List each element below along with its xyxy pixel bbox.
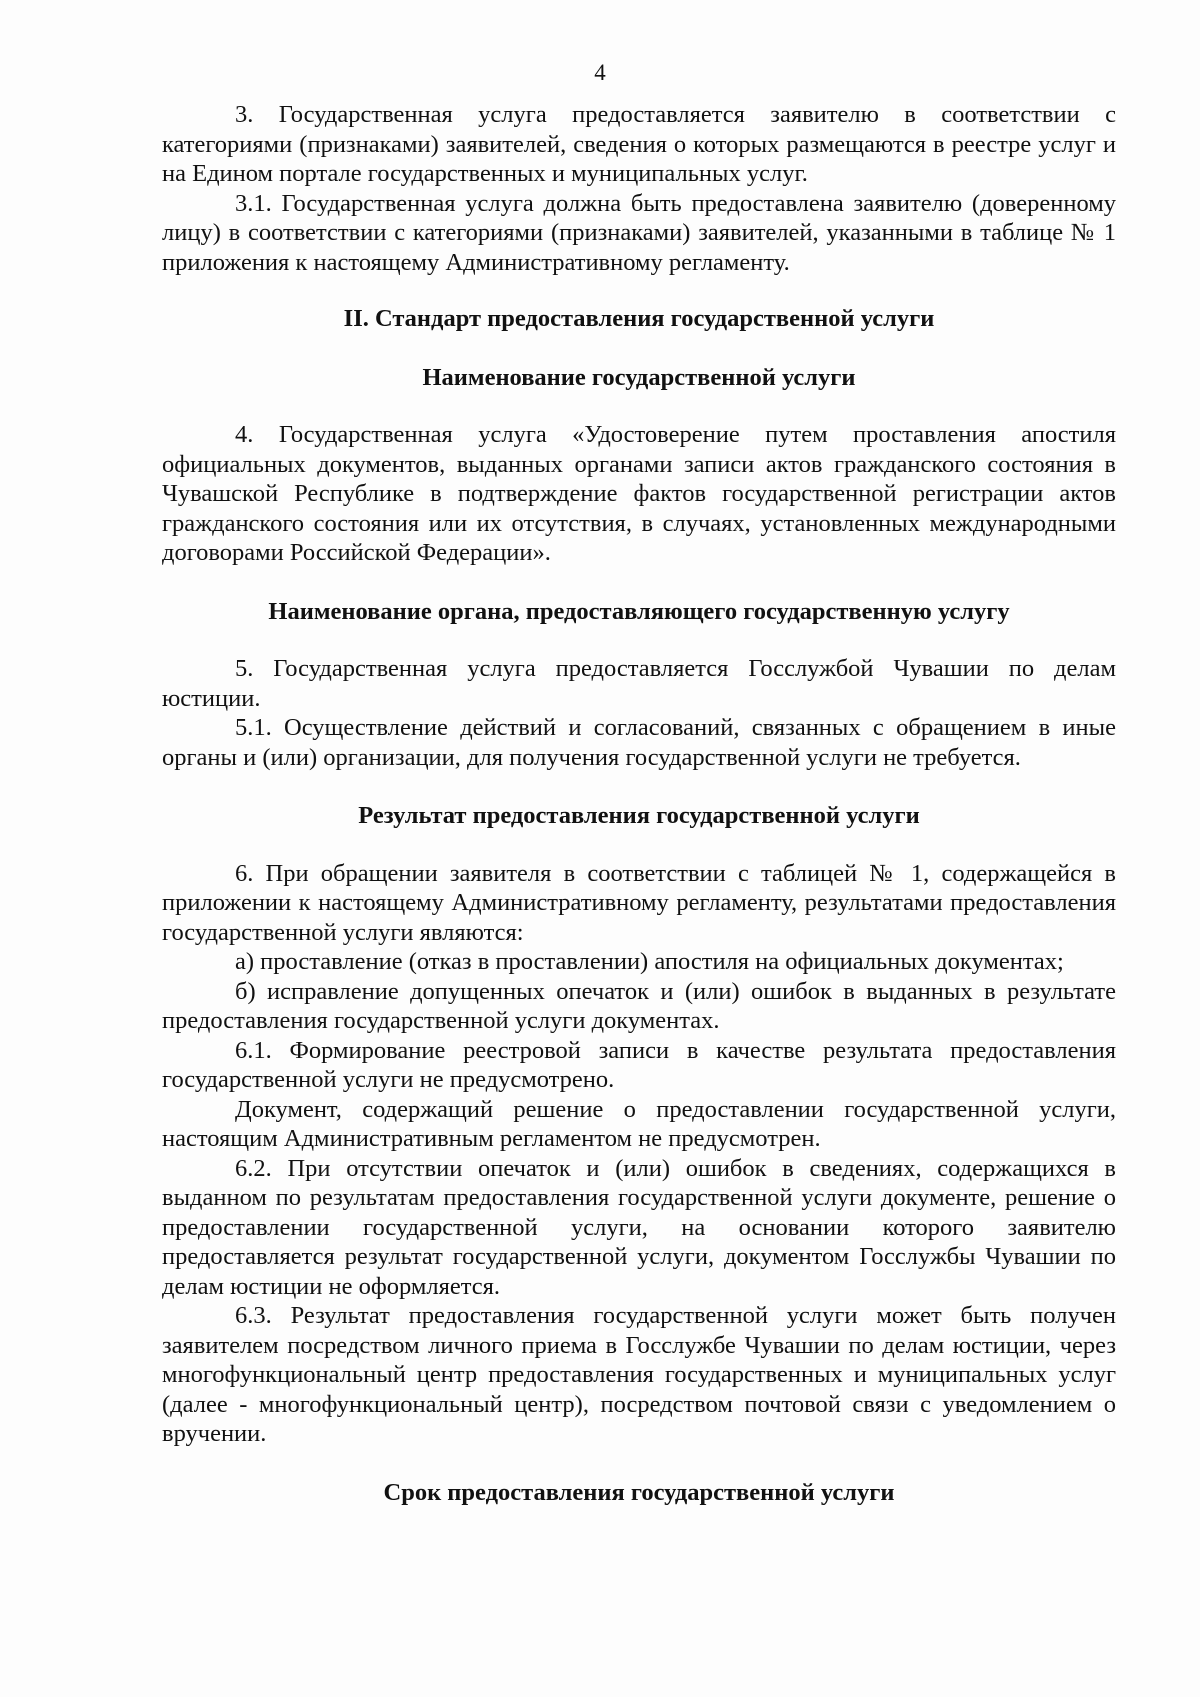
paragraph-6-a: а) проставление (отказ в проставлении) апостиля на официальных документах; [235, 948, 1064, 975]
heading-service-name: Наименование государственной услуги [422, 363, 856, 391]
page-number: 4 [594, 60, 606, 85]
paragraph-3-1: 3.1. Государственная услуга должна быть предоставлена заявителю (доверенному лицу) в соответствии с категориями (признаками) заявителей, указанными в таблице № 1 приложения к настоящему Административному регламенту. [162, 189, 1116, 276]
section-heading-ii: II. Стандарт предоставления государственной услуги [343, 305, 935, 332]
heading-service-term: Срок предоставления государственной услуги [383, 1478, 895, 1506]
paragraph-6-b: б) исправление допущенных опечаток и (или) ошибок в выданных в результате предоставления государственной услуги документах. [162, 977, 1116, 1034]
document-body [162, 100, 1116, 1535]
paragraph-6: 6. При обращении заявителя в соответствии с таблицей № 1, содержащейся в приложении к настоящему Административному регламенту, результатами предоставления государственной услуги являются: [162, 859, 1116, 946]
heading-service-result: Результат предоставления государственной услуги [358, 802, 920, 829]
paragraph-6-3: 6.3. Результат предоставления государственной услуги может быть получен заявителем посредством личного приема в Госслужбе Чувашии по делам юстиции, через многофункциональный центр предоставления государственных и муниципальных услуг (далее - многофункциональный центр), посредством почтовой связи с уведомлением о вручении. [162, 1302, 1116, 1447]
paragraph-6-1-doc: Документ, содержащий решение о предоставлении государственной услуги, настоящим Административным регламентом не предусмотрен. [162, 1095, 1116, 1152]
paragraph-6-1: 6.1. Формирование реестровой записи в качестве результата предоставления государственной услуги не предусмотрено. [162, 1036, 1116, 1093]
paragraph-5: 5. Государственная услуга предоставляется Госслужбой Чувашии по делам юстиции. [162, 655, 1116, 712]
paragraph-3: 3. Государственная услуга предоставляется заявителю в соответствии с категориями (признаками) заявителей, сведения о которых размещаются в реестре услуг и на Едином портале государственных и муниципальных услуг. [162, 101, 1116, 187]
paragraph-4: 4. Государственная услуга «Удостоверение путем проставления апостиля официальных документов, выданных органами записи актов гражданского состояния в Чувашской Республике в подтверждение фактов государственной регистрации актов гражданского состояния или их отсутствия, в случаях, установленных международными договорами Российской Федерации». [162, 421, 1116, 566]
paragraph-6-2: 6.2. При отсутствии опечаток и (или) ошибок в сведениях, содержащихся в выданном по результатам предоставления государственной услуги документе, решение о предоставлении государственной услуги, на основании которого заявителю предоставляется результат государственной услуги, документом Госслужбы Чувашии по делам юстиции не оформляется. [162, 1154, 1116, 1300]
heading-authority-name: Наименование органа, предоставляющего государственную услугу [268, 597, 1010, 625]
paragraph-5-1: 5.1. Осуществление действий и согласований, связанных с обращением в иные органы и (или) организации, для получения государственной услуги не требуется. [162, 714, 1116, 771]
